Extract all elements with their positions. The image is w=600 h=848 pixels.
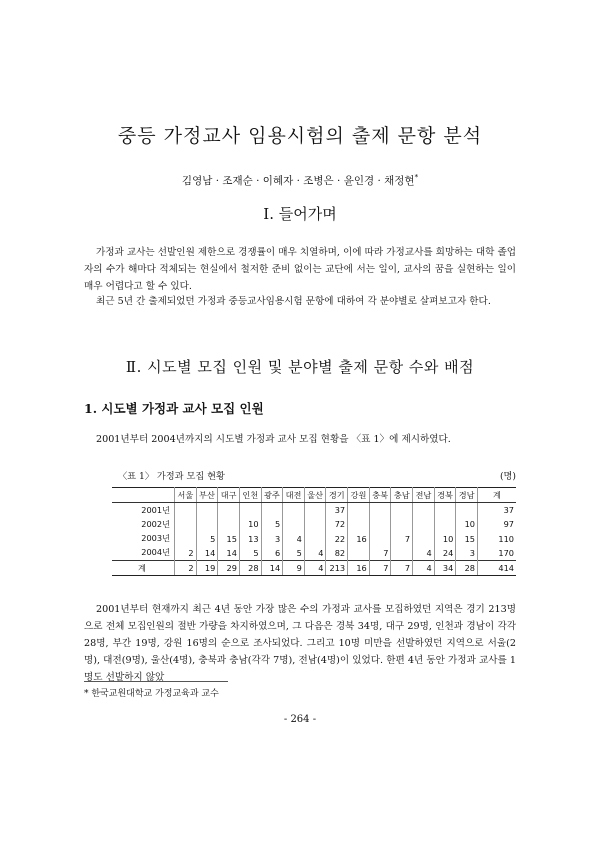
table-cell: 9	[283, 560, 305, 575]
table-cell: 14	[218, 546, 240, 561]
table-cell	[175, 517, 197, 531]
table-cell: 19	[196, 560, 218, 575]
table-cell	[348, 503, 370, 518]
table-cell	[304, 517, 326, 531]
table-cell: 5	[239, 546, 261, 561]
table-cell	[175, 532, 197, 546]
table-header-cell: 전남	[413, 488, 435, 503]
table-header-cell: 경기	[326, 488, 348, 503]
table-cell	[196, 503, 218, 518]
table-cell: 82	[326, 546, 348, 561]
table-header-cell: 경북	[434, 488, 456, 503]
table-cell	[175, 503, 197, 518]
table-row	[112, 532, 516, 546]
table-cell	[261, 503, 283, 518]
table-cell	[434, 503, 456, 518]
table-cell	[391, 517, 413, 531]
table-cell: 72	[326, 517, 348, 531]
table-cell: 110	[478, 532, 517, 546]
table-row	[112, 546, 516, 561]
table-header-cell: 대전	[283, 488, 305, 503]
table-cell: 4	[304, 560, 326, 575]
table-cell: 16	[348, 532, 370, 546]
section-2-heading: Ⅱ. 시도별 모집 인원 및 분야별 출제 문항 수와 배점	[125, 358, 475, 376]
subsection-1-heading: 1. 시도별 가정과 교사 모집 인원	[84, 401, 264, 416]
table-cell: 4	[304, 546, 326, 561]
table-cell: 4	[413, 560, 435, 575]
table-cell: 37	[478, 503, 517, 518]
table-cell: 10	[456, 517, 478, 531]
intro-paragraph-2-text: 최근 5년 간 출제되었던 가정과 중등교사임용시험 문항에 대하여 각 분야별로 살펴보고자 한다.	[96, 296, 491, 307]
recruitment-table	[112, 487, 516, 576]
footnote-divider	[84, 681, 228, 682]
intro-paragraph-1-text: 가정과 교사는 선발인원 제한으로 경쟁률이 매우 치열하며, 이에 따라 가정교사를 희망하는 대학 졸업자의 수가 해마다 적체되는 현실에서 철저한 준비 없이는 교단에 서는 일이, 교사의 꿈을 실현하는 일이 매우 어렵다고 할 수 있다.	[84, 247, 516, 292]
table-cell	[391, 546, 413, 561]
table-cell: 170	[478, 546, 517, 561]
table-cell: 5	[196, 532, 218, 546]
table-cell	[456, 503, 478, 518]
table-cell: 4	[413, 546, 435, 561]
table-cell: 7	[369, 546, 391, 561]
table-cell: 15	[218, 532, 240, 546]
table-cell: 3	[456, 546, 478, 561]
table-cell: 7	[391, 532, 413, 546]
table-cell	[218, 517, 240, 531]
table-cell: 13	[239, 532, 261, 546]
table-body	[112, 503, 516, 576]
table-cell	[434, 517, 456, 531]
table-row	[112, 503, 516, 518]
table-cell: 22	[326, 532, 348, 546]
table-cell	[391, 503, 413, 518]
page-number: - 264 -	[283, 714, 317, 725]
table-row	[112, 517, 516, 531]
intro-paragraph-1	[84, 244, 516, 295]
table-cell: 4	[283, 532, 305, 546]
table-cell: 34	[434, 560, 456, 575]
table-header-cell: 경남	[456, 488, 478, 503]
table-cell: 3	[261, 532, 283, 546]
table-cell: 6	[261, 546, 283, 561]
table-cell: 2001년	[141, 504, 170, 515]
body-paragraph-text: 2001년부터 현재까지 최근 4년 동안 가장 많은 수의 가정과 교사를 모집하였던 지역은 경기 213명으로 전체 모집인원의 절반 가량을 차지하였으며, 그 다음은 경북 34명, 대구 29명, 인천과 경남이 각각 28명, 부간 19명, 강원 16명의 순으로 조사되었다. 그리고 10명 미만을 선발하였던 지역으로 서울(2명), 대전(9명), 울산(4명), 충북과 충남(각각 7명), 전남(4명)이 있었다. 한편 4년 동안 가정과 교사를 1명도 선발하지 않았	[84, 604, 516, 683]
author-footnote-mark: *	[414, 173, 419, 182]
subsection-1-sentence: 2001년부터 2004년까지의 시도별 가정과 교사 모집 현황을 〈표 1〉에 제시하였다.	[96, 434, 451, 445]
table-header-cell	[112, 488, 175, 503]
table-cell: 28	[239, 560, 261, 575]
table-total-row	[112, 560, 516, 575]
intro-paragraph-2	[84, 293, 516, 310]
table-header-cell: 충북	[369, 488, 391, 503]
table-cell	[369, 532, 391, 546]
table-cell: 7	[369, 560, 391, 575]
table-header-cell: 울산	[304, 488, 326, 503]
table-cell	[283, 517, 305, 531]
table-cell: 5	[283, 546, 305, 561]
table-cell: 213	[326, 560, 348, 575]
table-header-cell: 광주	[261, 488, 283, 503]
table-cell	[348, 546, 370, 561]
footnote: * 한국교원대학교 가정교육과 교수	[84, 689, 219, 699]
table-cell: 24	[434, 546, 456, 561]
author-line	[0, 173, 600, 188]
table-header-cell: 강원	[348, 488, 370, 503]
table-cell	[283, 503, 305, 518]
intro-heading: Ⅰ. 들어가며	[263, 205, 337, 223]
table-cell: 7	[391, 560, 413, 575]
table-header-cell: 인천	[239, 488, 261, 503]
table-cell: 97	[478, 517, 517, 531]
table-cell	[239, 503, 261, 518]
table-header-cell: 충남	[391, 488, 413, 503]
table-cell	[348, 517, 370, 531]
table-header-cell: 대구	[218, 488, 240, 503]
table-cell: 10	[239, 517, 261, 531]
table-cell: 2	[175, 560, 197, 575]
table-cell	[369, 517, 391, 531]
table-cell	[413, 503, 435, 518]
table-header-cell: 부산	[196, 488, 218, 503]
table-cell: 15	[456, 532, 478, 546]
table-header-cell: 계	[478, 488, 517, 503]
table-cell	[413, 517, 435, 531]
author-names: 김영남 · 조재순 · 이혜자 · 조병은 · 윤인경 · 채정현	[181, 175, 415, 187]
table-cell: 2003년	[141, 533, 170, 544]
table-cell: 29	[218, 560, 240, 575]
subsection-1-text	[84, 431, 516, 448]
table-header-cell: 서울	[175, 488, 197, 503]
table-cell: 2	[175, 546, 197, 561]
table-cell	[369, 503, 391, 518]
table-header-row	[112, 488, 516, 503]
table-cell	[304, 532, 326, 546]
table-unit: (명)	[499, 471, 516, 482]
body-paragraph	[84, 601, 516, 686]
table-cell: 16	[348, 560, 370, 575]
table-cell: 계	[112, 560, 175, 575]
table-cell: 2004년	[141, 547, 170, 558]
table-caption: 〈표 1〉 가정과 모집 현황	[118, 471, 225, 482]
table-cell: 414	[478, 560, 517, 575]
table-cell: 28	[456, 560, 478, 575]
table-cell	[304, 503, 326, 518]
table-cell: 5	[261, 517, 283, 531]
table-cell	[218, 503, 240, 518]
table-cell: 2002년	[141, 518, 170, 529]
table-cell: 14	[196, 546, 218, 561]
paper-title: 중등 가정교사 임용시험의 출제 문항 분석	[117, 125, 483, 147]
table-cell: 10	[434, 532, 456, 546]
table-cell	[196, 517, 218, 531]
table-cell	[413, 532, 435, 546]
table-cell: 37	[326, 503, 348, 518]
table-cell: 14	[261, 560, 283, 575]
